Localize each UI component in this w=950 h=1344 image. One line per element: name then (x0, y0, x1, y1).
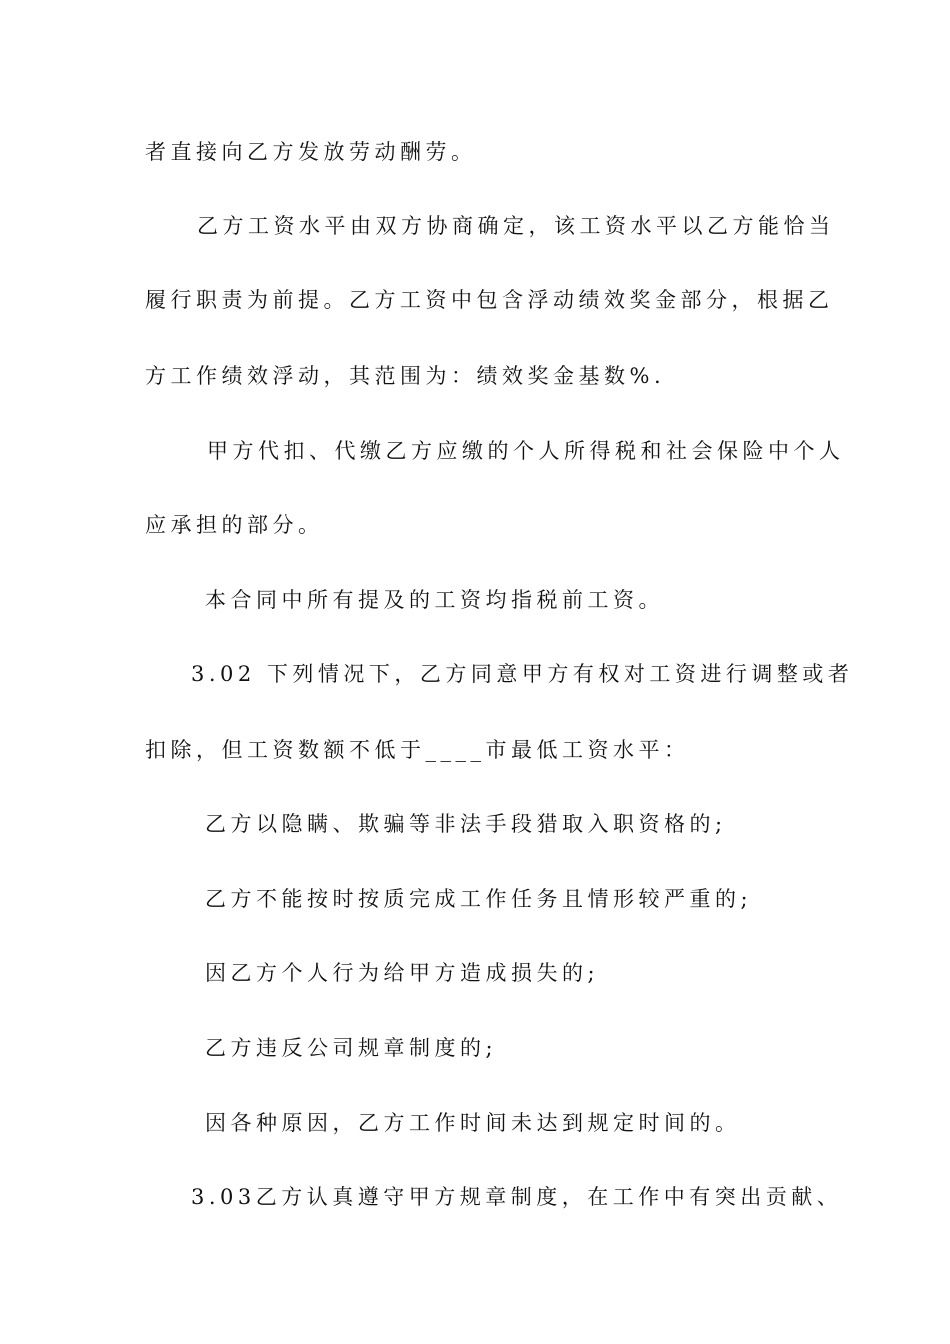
text-line-14: 因各种原因，乙方工作时间未达到规定时间的。 (205, 1111, 741, 1135)
text-line-3: 履行职责为前提。乙方工资中包含浮动绩效奖金部分，根据乙 (145, 288, 834, 312)
text-line-7: 本合同中所有提及的工资均指税前工资。 (205, 588, 664, 612)
text-line-6: 应承担的部分。 (145, 513, 324, 537)
text-line-12: 因乙方个人行为给甲方造成损失的; (205, 961, 600, 985)
text-line-5: 甲方代扣、代缴乙方应缴的个人所得税和社会保险中个人 (207, 439, 845, 463)
text-line-1: 者直接向乙方发放劳动酬劳。 (145, 140, 477, 164)
text-line-10: 乙方以隐瞒、欺骗等非法手段猎取入职资格的; (205, 812, 727, 836)
text-line-8: 3.02 下列情况下，乙方同意甲方有权对工资进行调整或者 (191, 662, 854, 686)
text-line-13: 乙方违反公司规章制度的; (205, 1036, 498, 1060)
text-line-9: 扣除，但工资数额不低于____市最低工资水平： (145, 738, 690, 762)
text-line-2: 乙方工资水平由双方协商确定，该工资水平以乙方能恰当 (197, 214, 835, 238)
text-line-15: 3.03乙方认真遵守甲方规章制度，在工作中有突出贡献、 (191, 1185, 843, 1209)
text-line-4: 方工作绩效浮动，其范围为：绩效奖金基数%. (145, 364, 666, 388)
text-line-11: 乙方不能按时按质完成工作任务且情形较严重的; (205, 887, 753, 911)
